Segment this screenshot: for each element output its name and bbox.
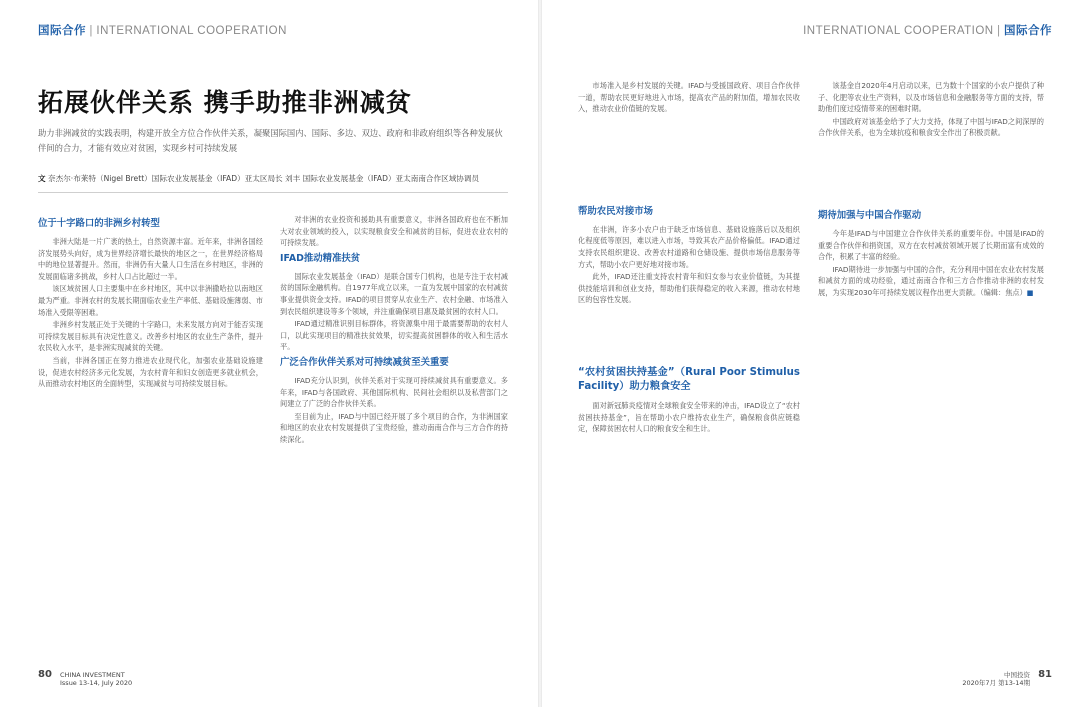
publication-name-en: CHINA INVESTMENT xyxy=(60,671,125,679)
right-page xyxy=(540,0,1080,707)
paragraph: 市场准入是乡村发展的关键。IFAD与受援国政府、项目合作伙伴一道，帮助农民更好地进入市场，提高农产品的附加值，增加农民收入，推动农业价值链的发展。 xyxy=(578,81,800,114)
paragraph: 面对新冠肺炎疫情对全球粮食安全带来的冲击，IFAD设立了“农村贫困扶持基金”，旨在帮助小农户维持农业生产，确保粮食供应链稳定，保障贫困农村人口的粮食安全和生计。 xyxy=(578,400,800,434)
editor-note: （编辑：焦点） xyxy=(980,287,1027,297)
section-en-label: INTERNATIONAL COOPERATION xyxy=(96,25,287,37)
subheading-rural-transformation: 位于十字路口的非洲乡村转型 xyxy=(38,218,160,229)
section-divider: | xyxy=(89,23,94,37)
paragraph: 非洲乡村发展正处于关键的十字路口，未来发展方向对于能否实现可持续发展目标具有决定性意义。改善乡村地区的农业生产条件，提升农民收入水平，是非洲实现减贫的关键。 xyxy=(38,320,263,353)
section-divider: | xyxy=(996,23,1001,37)
footer-left xyxy=(38,671,132,687)
publication-name-cn: 中国投资 xyxy=(1004,671,1030,679)
paragraph: 对非洲的农业投资和援助具有重要意义，非洲各国政府也在不断加大对农业领域的投入，以实现粮食安全和减贫的目标，促进农业农村的可持续发展。 xyxy=(280,215,508,248)
paragraph: 该基金自2020年4月启动以来，已为数十个国家的小农户提供了种子、化肥等农业生产资料，以及市场信息和金融服务等方面的支持，帮助他们度过疫情带来的困难时期。 xyxy=(818,81,1044,114)
section-cn-label: 国际合作 xyxy=(38,23,86,37)
subheading-rpsf: “农村贫困扶持基金”（Rural Poor Stimulus Facility）助力粮食安全 xyxy=(578,366,800,392)
issue-info-en: Issue 13-14, July 2020 xyxy=(60,679,133,687)
byline-label: 文 xyxy=(38,174,46,183)
paragraph: 中国政府对该基金给予了大力支持，体现了中国与IFAD之间深厚的合作伙伴关系，也为全球抗疫和粮食安全作出了积极贡献。 xyxy=(818,116,1044,138)
section-tag-left xyxy=(38,22,287,38)
paragraph: 至目前为止，IFAD与中国已经开展了多个项目的合作，为非洲国家和地区的农业农村发展提供了宝贵经验，推动南南合作与三方合作的持续深化。 xyxy=(280,411,508,444)
text-column-4 xyxy=(818,80,1044,670)
headline-divider xyxy=(38,192,508,193)
subheading-partnerships: 广泛合作伙伴关系对可持续减贫至关重要 xyxy=(280,356,449,368)
issue-info-cn: 2020年7月 第13-14期 xyxy=(962,679,1030,687)
paragraph: 当前，非洲各国正在努力推进农业现代化，加强农业基础设施建设，促进农村经济多元化发展，为农村青年和妇女创造更多就业机会，从而推动农村地区的全面转型，实现减贫与可持续发展目标。 xyxy=(38,355,263,389)
paragraph: 国际农业发展基金（IFAD）是联合国专门机构，也是专注于农村减贫的国际金融机构。自1977年成立以来，一直为发展中国家的农村减贫事业提供资金支持。IFAD的项目贯穿从农业生产、农村金融、市场准入到农民组织建设等多个领域，并注重确保项目惠及最贫困的农村人口。 xyxy=(280,271,508,316)
text-column-3 xyxy=(578,80,800,670)
end-mark-icon: ■ xyxy=(1026,287,1034,297)
section-en-label: INTERNATIONAL COOPERATION xyxy=(803,25,994,37)
byline-authors: 奈杰尔·布莱特（Nigel Brett）国际农业发展基金（IFAD）亚太区局长 刘丰 国际农业发展基金（IFAD）亚太南南合作区域协调员 xyxy=(48,174,480,183)
subheading-ifad-targeting: IFAD推动精准扶贫 xyxy=(280,252,361,264)
paragraph: IFAD充分认识到，伙伴关系对于实现可持续减贫具有重要意义。多年来，IFAD与各国政府、其他国际机构、民间社会组织以及私营部门之间建立了广泛的合作伙伴关系。 xyxy=(280,375,508,409)
section-cn-label: 国际合作 xyxy=(1004,23,1052,37)
paragraph xyxy=(818,264,1044,299)
paragraph: 在非洲，许多小农户由于缺乏市场信息、基础设施落后以及组织化程度低等原因，难以进入市场，导致其农产品价格偏低。IFAD通过支持农民组织建设、改善农村道路和仓储设施、提供市场信息服务等方式，帮助小农户更好地对接市场。 xyxy=(578,224,800,269)
article-byline xyxy=(38,173,538,184)
subheading-china-cooperation: 期待加强与中国合作驱动 xyxy=(818,209,922,221)
paragraph: 该区域贫困人口主要集中在乡村地区，其中以非洲撒哈拉以南地区最为严重。非洲农村的发展长期面临农业生产率低、基础设施薄弱、市场准入受限等困难。 xyxy=(38,284,263,317)
page-number-left: 80 xyxy=(38,669,52,680)
paragraph-text: IFAD期待进一步加强与中国的合作，充分利用中国在农业农村发展和减贫方面的成功经验，通过南南合作和三方合作推动非洲的农村发展，为实现2030年可持续发展议程作出更大贡献。 xyxy=(818,264,1044,297)
page-number-right: 81 xyxy=(1038,669,1052,680)
footer-right xyxy=(962,671,1052,687)
text-column-1 xyxy=(38,214,263,667)
paragraph: 非洲大陆是一片广袤的热土，自然资源丰富。近年来，非洲各国经济发展势头向好，成为世界经济增长最快的地区之一，在世界经济格局中的地位显著提升。然而，非洲仍有大量人口生活在乡村地区，非洲的发展面临诸多挑战，乡村人口占比超过一半。 xyxy=(38,237,263,281)
section-tag-right xyxy=(803,22,1052,38)
article-lede: 助力非洲减贫的实践表明，构建开放全方位合作伙伴关系，凝聚国际国内、国际、多边、双边、政府和非政府组织等各种发展伙伴间的合力，才能有效应对贫困，实现乡村可持续发展 xyxy=(38,128,503,153)
article-headline: 拓展伙伴关系 携手助推非洲减贫 xyxy=(38,88,412,117)
paragraph: 此外，IFAD还注重支持农村青年和妇女参与农业价值链，为其提供技能培训和创业支持，帮助他们获得稳定的收入来源，推动农村地区的包容性发展。 xyxy=(578,272,800,305)
text-column-2 xyxy=(280,214,508,667)
subheading-market-access: 帮助农民对接市场 xyxy=(578,205,654,217)
paragraph: 今年是IFAD与中国建立合作伙伴关系的重要年份。中国是IFAD的重要合作伙伴和捐资国，双方在农村减贫领域开展了长期而富有成效的合作，积累了丰富的经验。 xyxy=(818,228,1044,262)
paragraph: IFAD通过精准识别目标群体，将资源集中用于最需要帮助的农村人口，以此实现项目的精准扶贫效果，切实提高贫困群体的收入和生活水平。 xyxy=(280,319,508,352)
